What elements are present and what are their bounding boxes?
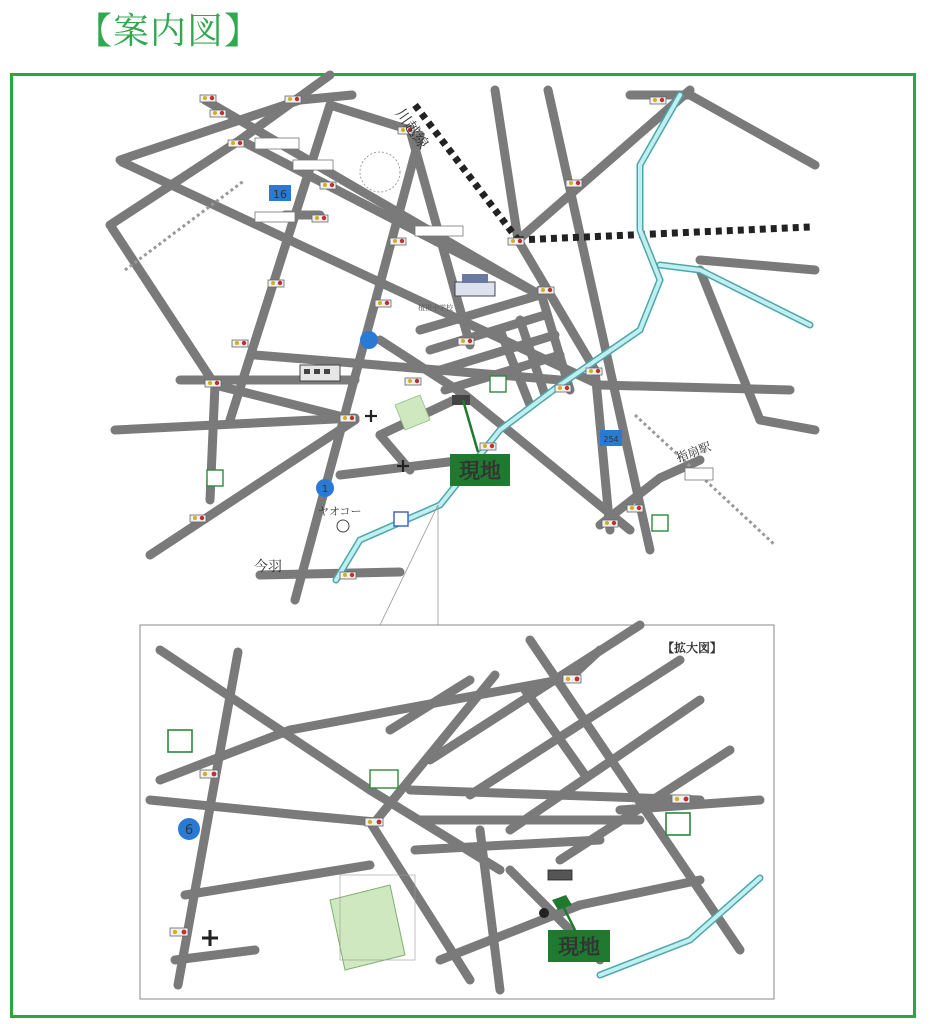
school-label: 植田小学校	[418, 304, 453, 312]
zoom-connector-lines	[380, 505, 438, 625]
school-icon	[300, 365, 340, 381]
route-shield-16-label: 16	[273, 188, 287, 201]
page-title: 【案内図】	[76, 11, 262, 52]
post-office-icon	[394, 512, 408, 526]
railway-label: 川越線	[391, 104, 433, 153]
overview-roads	[110, 75, 815, 600]
route-circle-upper	[360, 331, 378, 349]
supermarket-label: ヤオコー	[318, 505, 362, 518]
station-label: 指扇駅	[674, 439, 713, 465]
detail-route-shield-label: 6	[184, 823, 194, 838]
detail-map-title: 【拡大図】	[662, 641, 723, 655]
station-icon	[455, 274, 495, 296]
route-shield-254-label: 254	[603, 435, 619, 444]
overview-dashed-circle	[360, 152, 400, 192]
detail-site-label: 現地	[558, 935, 600, 959]
overview-site-label: 現地	[459, 459, 501, 483]
gas-station-icon	[370, 770, 398, 788]
detail-map	[140, 625, 774, 999]
supermarket-icon	[337, 520, 349, 532]
route-circle-lower-label: 1	[321, 484, 329, 495]
area-label: 今羽	[254, 559, 282, 575]
overview-map	[110, 75, 815, 625]
